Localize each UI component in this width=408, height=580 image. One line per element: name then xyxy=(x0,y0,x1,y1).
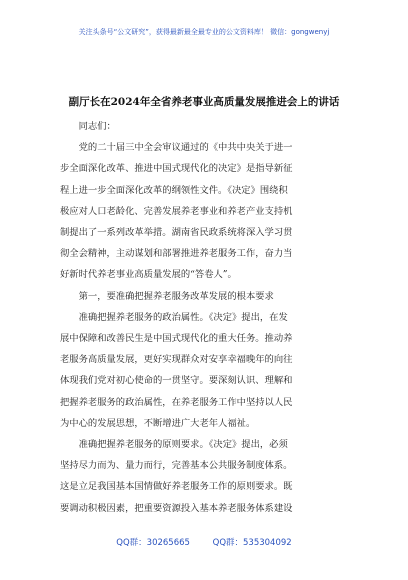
qq-group-2: QQ群：535304092 xyxy=(212,538,292,548)
paragraph-line: 同志们： xyxy=(78,121,116,132)
header-promo-note: 关注头条号“公文研究”，获得最新最全最专业的公文资料库！ 微信：gongwenyj xyxy=(78,28,330,36)
paragraph-line: 把握养老服务的政治属性，在养老服务工作中坚持以人民 xyxy=(60,396,293,408)
paragraph-line: 准确把握养老服务的原则要求。《决定》提出，必须 xyxy=(78,439,288,451)
paragraph-line: 坚持尽力而为、量力而行，完善基本公共服务制度体系。 xyxy=(60,460,293,472)
paragraph-line: 为中心的发展思想，不断增进广大老年人福祉。 xyxy=(60,417,256,429)
section-heading: 第一，要准确把握养老服务改革发展的根本要求 xyxy=(78,290,274,302)
paragraph-line: 彻全会精神，主动谋划和部署推进养老服务工作，奋力当 xyxy=(60,248,293,260)
document-title: 副厅长在2024年全省养老事业高质量发展推进会上的讲话 xyxy=(68,96,340,108)
paragraph-line: 制提出了一系列改革举措。湖南省民政系统将深入学习贯 xyxy=(60,227,293,239)
footer-qq-groups xyxy=(0,536,408,548)
paragraph-line: 党的二十届三中全会审议通过的《中共中央关于进一 xyxy=(78,142,293,154)
paragraph-line: 步全面深化改革、推进中国式现代化的决定》是指导新征 xyxy=(60,163,293,175)
paragraph-line: 这是立足我国基本国情做好养老服务工作的原则要求。既 xyxy=(60,481,293,493)
paragraph-line: 展中保障和改善民生是中国式现代化的重大任务。推动养 xyxy=(60,333,293,345)
paragraph-line: 体现我们党对初心使命的一贯坚守。要深刻认识、理解和 xyxy=(60,375,293,387)
document-body xyxy=(60,116,350,519)
paragraph-line: 好新时代养老事业高质量发展的“答卷人”。 xyxy=(60,269,237,281)
paragraph-line: 极应对人口老龄化、完善发展养老事业和养老产业支持机 xyxy=(60,205,293,217)
paragraph-line: 要调动积极因素，把重要资源投入基本养老服务体系建设 xyxy=(60,502,293,514)
paragraph-line: 程上进一步全面深化改革的纲领性文件。《决定》围绕积 xyxy=(60,184,288,196)
paragraph-line: 老服务高质量发展，更好实现群众对安享幸福晚年的向往 xyxy=(60,354,293,366)
qq-group-1: QQ群：30265665 xyxy=(116,538,190,548)
paragraph-line: 准确把握养老服务的政治属性。《决定》提出，在发 xyxy=(78,311,288,323)
